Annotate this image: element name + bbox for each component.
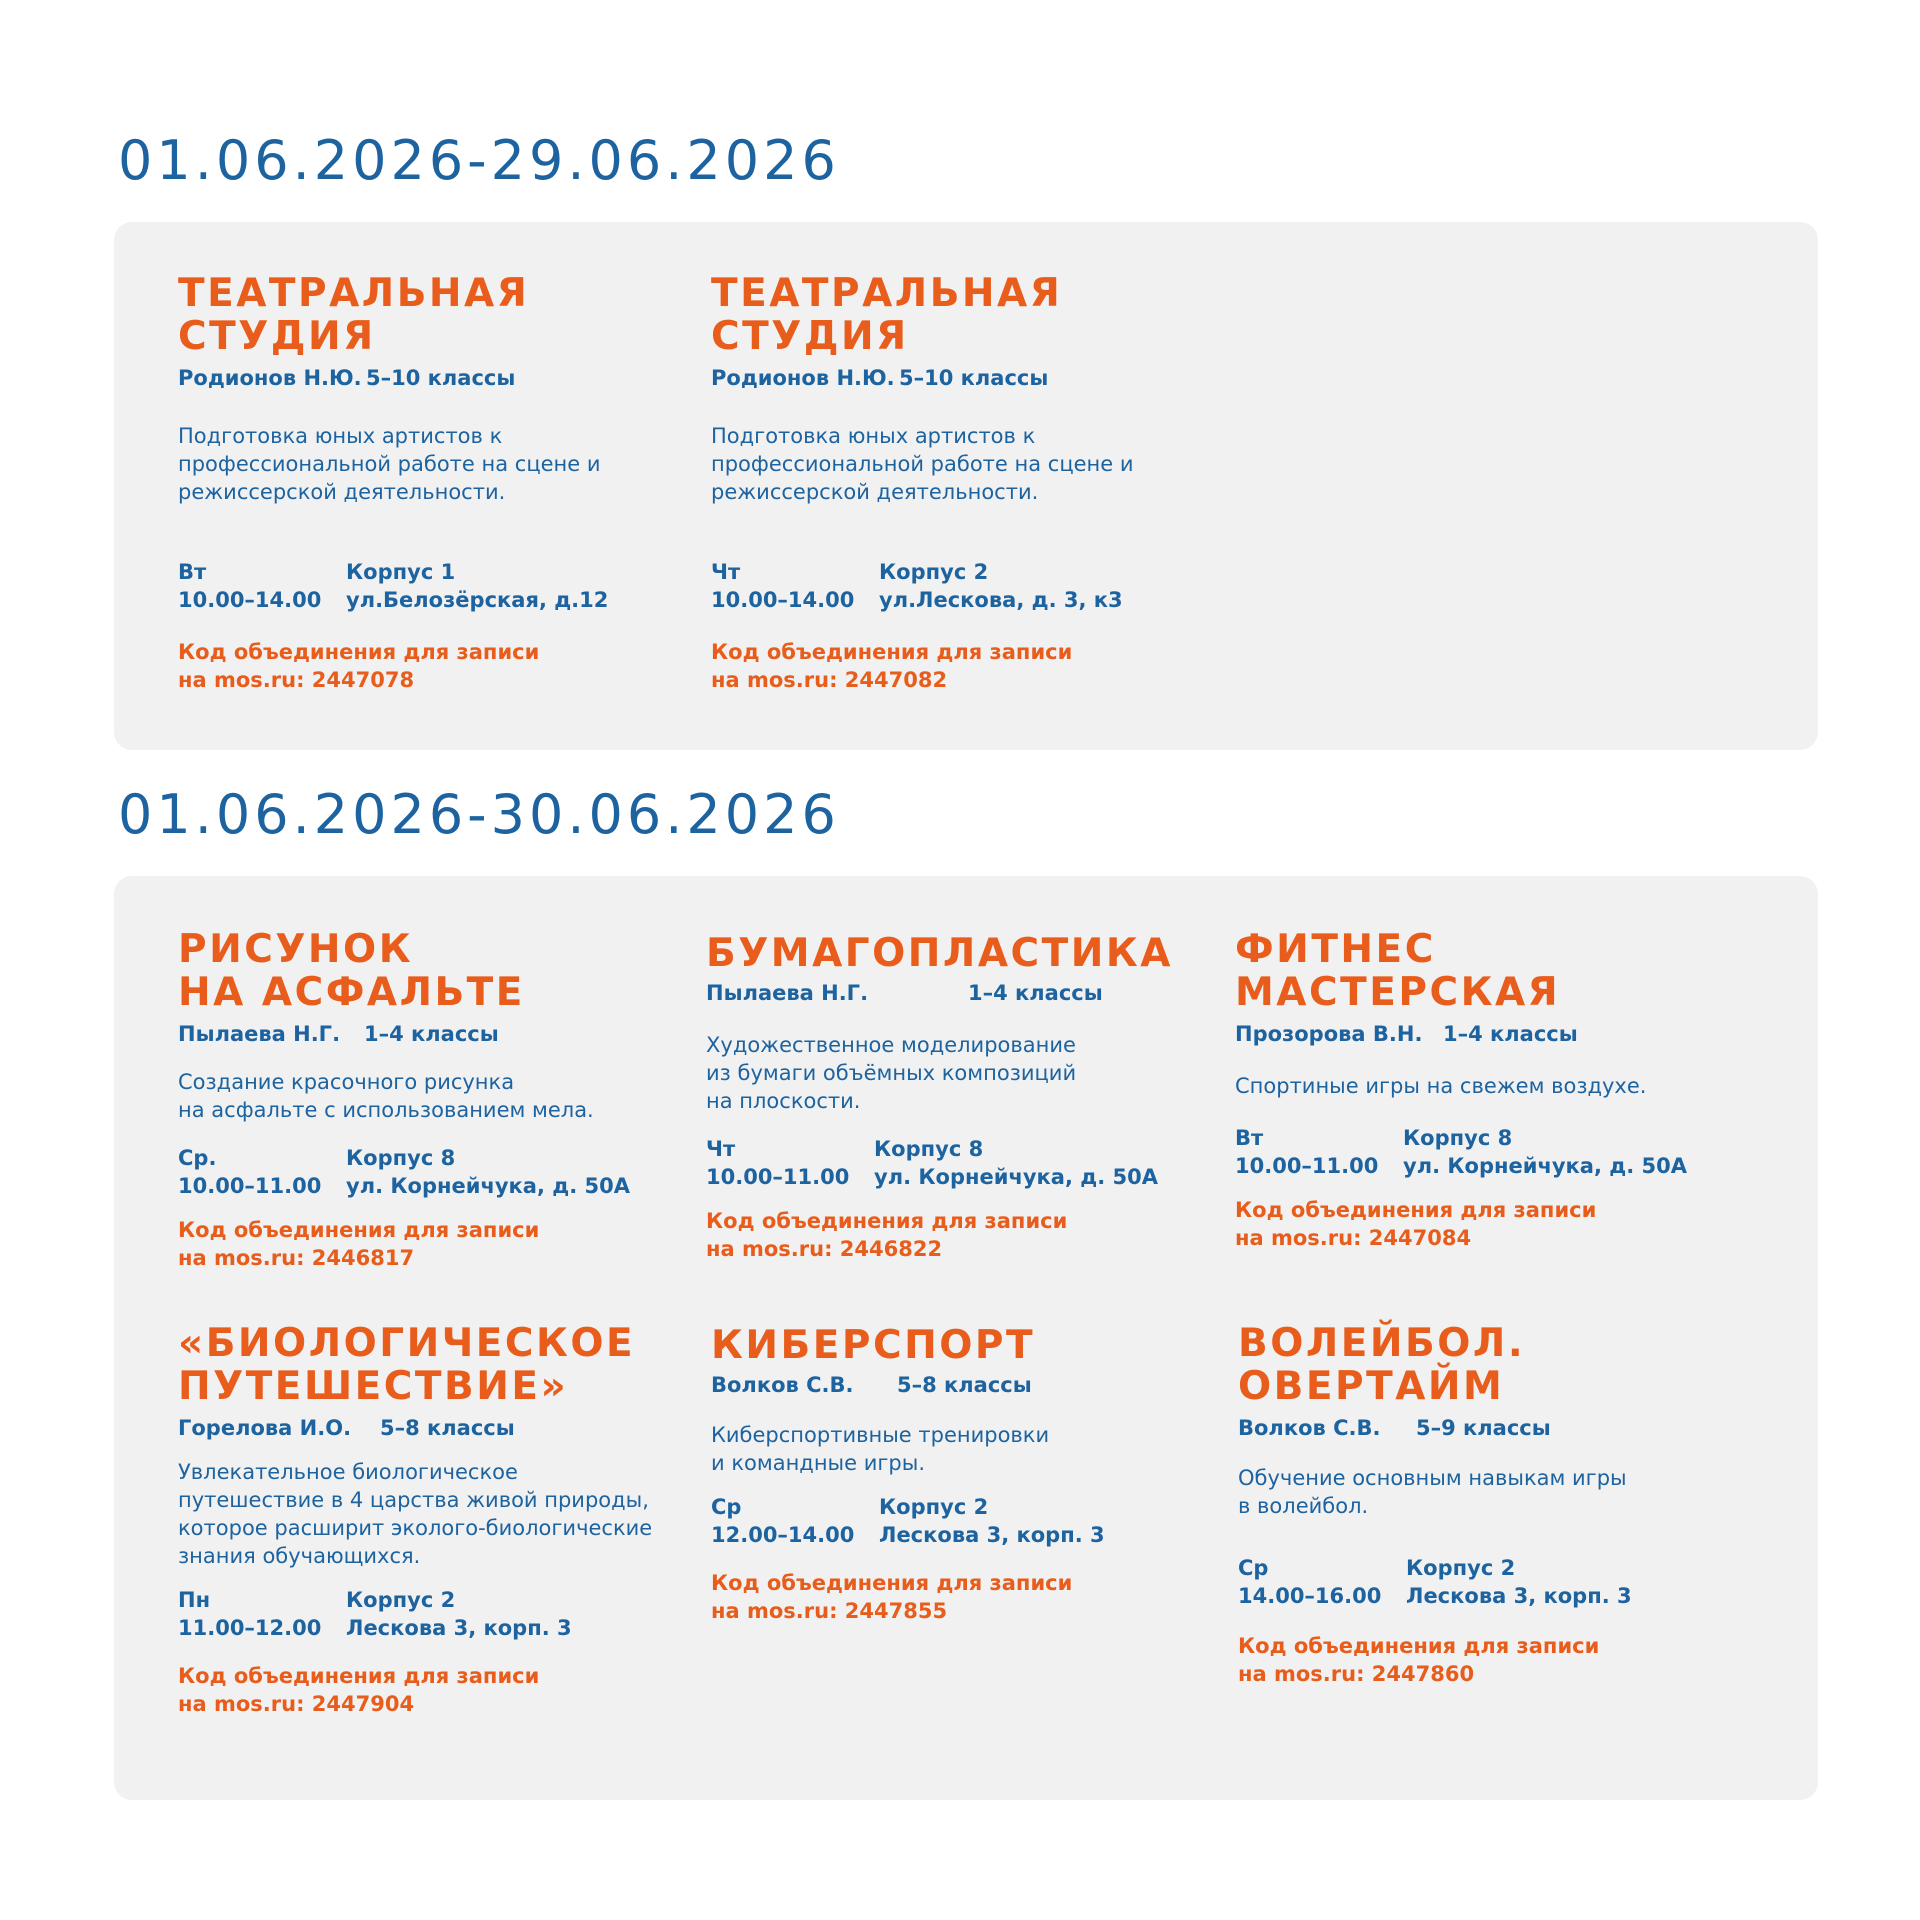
course-title: КИБЕРСПОРТ	[711, 1323, 1036, 1368]
course-card	[711, 272, 1231, 694]
code-line-2: на mos.ru: 2446817	[178, 1246, 415, 1270]
code-line-1: Код объединения для записи	[178, 1218, 540, 1242]
schedule-where	[874, 1135, 1158, 1191]
schedule-where	[879, 1493, 1105, 1549]
teacher-name: Волков С.В.	[1238, 1416, 1381, 1440]
schedule-day: Вт	[178, 560, 207, 584]
schedule	[178, 1144, 698, 1200]
grades: 1–4 классы	[968, 981, 1103, 1005]
schedule-day: Чт	[706, 1137, 736, 1161]
course-meta	[178, 364, 698, 392]
teacher-name: Родионов Н.Ю.	[711, 366, 895, 390]
schedule-day: Чт	[711, 560, 741, 584]
course-description: Киберспортивные тренировки и командные игры.	[711, 1423, 1050, 1475]
teacher-name: Волков С.В.	[711, 1373, 854, 1397]
date-range-1: 01.06.2026-29.06.2026	[118, 129, 840, 192]
address: ул.Белозёрская, д.12	[346, 588, 609, 612]
grades: 5–8 классы	[897, 1373, 1032, 1397]
schedule-day: Пн	[178, 1588, 211, 1612]
course-title: ТЕАТРАЛЬНАЯ СТУДИЯ	[711, 271, 1063, 359]
grades: 5–9 классы	[1416, 1416, 1551, 1440]
schedule-where	[346, 558, 608, 614]
building: Корпус 8	[1403, 1126, 1513, 1150]
schedule	[711, 558, 1231, 614]
schedule-when	[178, 1586, 346, 1642]
building: Корпус 2	[879, 1495, 989, 1519]
schedule-day: Ср	[711, 1495, 742, 1519]
enrollment-code	[178, 1662, 698, 1718]
course-meta	[178, 1414, 698, 1442]
building: Корпус 8	[346, 1146, 456, 1170]
teacher-name: Пылаева Н.Г.	[178, 1022, 341, 1046]
schedule-day: Ср	[1238, 1556, 1269, 1580]
building: Корпус 2	[1406, 1556, 1516, 1580]
schedule-when	[1238, 1554, 1406, 1610]
schedule-when	[711, 1493, 879, 1549]
course-title: «БИОЛОГИЧЕСКОЕ ПУТЕШЕСТВИЕ»	[178, 1321, 636, 1409]
course-meta	[711, 364, 1231, 392]
course-card	[1238, 1322, 1758, 1688]
course-description: Художественное моделирование из бумаги объёмных композиций на плоскости.	[706, 1033, 1077, 1113]
code-line-1: Код объединения для записи	[711, 1571, 1073, 1595]
grades: 5–8 классы	[380, 1416, 515, 1440]
schedule-time: 12.00–14.00	[711, 1523, 855, 1547]
code-line-2: на mos.ru: 2447855	[711, 1599, 948, 1623]
course-card	[711, 1324, 1231, 1625]
schedule-where	[1403, 1124, 1687, 1180]
course-title: ТЕАТРАЛЬНАЯ СТУДИЯ	[178, 271, 530, 359]
schedule-where	[1406, 1554, 1632, 1610]
course-description: Подготовка юных артистов к профессиональной работе на сцене и режиссерской деятельности.	[711, 424, 1134, 504]
address: ул.Лескова, д. 3, к3	[879, 588, 1123, 612]
schedule	[178, 1586, 698, 1642]
schedule-time: 11.00–12.00	[178, 1616, 322, 1640]
code-line-1: Код объединения для записи	[711, 640, 1073, 664]
address: ул. Корнейчука, д. 50А	[874, 1165, 1158, 1189]
course-title: БУМАГОПЛАСТИКА	[706, 931, 1173, 976]
schedule-where	[346, 1586, 572, 1642]
schedule-when	[711, 558, 879, 614]
address: Лескова 3, корп. 3	[879, 1523, 1105, 1547]
building: Корпус 2	[346, 1588, 456, 1612]
code-line-2: на mos.ru: 2447860	[1238, 1662, 1475, 1686]
schedule-panel-1	[114, 222, 1818, 750]
course-card	[178, 272, 698, 694]
code-line-1: Код объединения для записи	[178, 1664, 540, 1688]
teacher-name: Родионов Н.Ю.	[178, 366, 362, 390]
schedule-time: 10.00–14.00	[178, 588, 322, 612]
schedule-time: 10.00–11.00	[706, 1165, 850, 1189]
schedule-panel-2	[114, 876, 1818, 1800]
schedule-where	[346, 1144, 630, 1200]
code-line-1: Код объединения для записи	[1238, 1634, 1600, 1658]
course-description: Спортиные игры на свежем воздухе.	[1235, 1074, 1647, 1098]
course-title: ВОЛЕЙБОЛ. ОВЕРТАЙМ	[1238, 1321, 1526, 1409]
code-line-1: Код объединения для записи	[178, 640, 540, 664]
grades: 5–10 классы	[366, 366, 516, 390]
course-title: ФИТНЕС МАСТЕРСКАЯ	[1235, 927, 1561, 1015]
course-title: РИСУНОК НА АСФАЛЬТЕ	[178, 927, 525, 1015]
enrollment-code	[711, 638, 1231, 694]
teacher-name: Пылаева Н.Г.	[706, 981, 869, 1005]
address: ул. Корнейчука, д. 50А	[346, 1174, 630, 1198]
course-description: Увлекательное биологическое путешествие в 4 царства живой природы, которое расширит эколого-биологические знания обучающихся.	[178, 1460, 653, 1568]
date-range-2: 01.06.2026-30.06.2026	[118, 783, 840, 846]
schedule-when	[178, 558, 346, 614]
schedule-time: 10.00–11.00	[1235, 1154, 1379, 1178]
grades: 1–4 классы	[1443, 1022, 1578, 1046]
code-line-2: на mos.ru: 2447084	[1235, 1226, 1472, 1250]
enrollment-code	[711, 1569, 1231, 1625]
building: Корпус 8	[874, 1137, 984, 1161]
address: Лескова 3, корп. 3	[1406, 1584, 1632, 1608]
schedule	[1238, 1554, 1758, 1610]
code-line-2: на mos.ru: 2447082	[711, 668, 948, 692]
course-card	[178, 1322, 698, 1718]
address: Лескова 3, корп. 3	[346, 1616, 572, 1640]
enrollment-code	[178, 638, 698, 694]
course-description: Подготовка юных артистов к профессиональной работе на сцене и режиссерской деятельности.	[178, 424, 601, 504]
teacher-name: Прозорова В.Н.	[1235, 1022, 1423, 1046]
enrollment-code	[706, 1207, 1226, 1263]
course-description: Обучение основным навыкам игры в волейбол.	[1238, 1466, 1627, 1518]
grades: 5–10 классы	[899, 366, 1049, 390]
building: Корпус 1	[346, 560, 456, 584]
schedule-when	[1235, 1124, 1403, 1180]
course-description: Создание красочного рисунка на асфальте с использованием мела.	[178, 1070, 594, 1122]
course-card	[706, 932, 1226, 1263]
schedule-time: 14.00–16.00	[1238, 1584, 1382, 1608]
code-line-2: на mos.ru: 2447904	[178, 1692, 415, 1716]
address: ул. Корнейчука, д. 50А	[1403, 1154, 1687, 1178]
schedule-when	[706, 1135, 874, 1191]
course-meta	[178, 1020, 698, 1048]
course-meta	[706, 979, 1226, 1007]
schedule-when	[178, 1144, 346, 1200]
course-meta	[711, 1371, 1231, 1399]
schedule-day: Вт	[1235, 1126, 1264, 1150]
schedule	[706, 1135, 1226, 1191]
course-card	[1235, 928, 1755, 1252]
schedule	[711, 1493, 1231, 1549]
code-line-2: на mos.ru: 2447078	[178, 668, 415, 692]
grades: 1–4 классы	[364, 1022, 499, 1046]
course-meta	[1235, 1020, 1755, 1048]
code-line-2: на mos.ru: 2446822	[706, 1237, 943, 1261]
enrollment-code	[1235, 1196, 1755, 1252]
code-line-1: Код объединения для записи	[1235, 1198, 1597, 1222]
enrollment-code	[1238, 1632, 1758, 1688]
code-line-1: Код объединения для записи	[706, 1209, 1068, 1233]
enrollment-code	[178, 1216, 698, 1272]
schedule	[1235, 1124, 1755, 1180]
schedule-time: 10.00–11.00	[178, 1174, 322, 1198]
schedule-time: 10.00–14.00	[711, 588, 855, 612]
schedule	[178, 558, 698, 614]
schedule-where	[879, 558, 1123, 614]
course-card	[178, 928, 698, 1272]
building: Корпус 2	[879, 560, 989, 584]
schedule-day: Ср.	[178, 1146, 217, 1170]
course-meta	[1238, 1414, 1758, 1442]
teacher-name: Горелова И.О.	[178, 1416, 352, 1440]
